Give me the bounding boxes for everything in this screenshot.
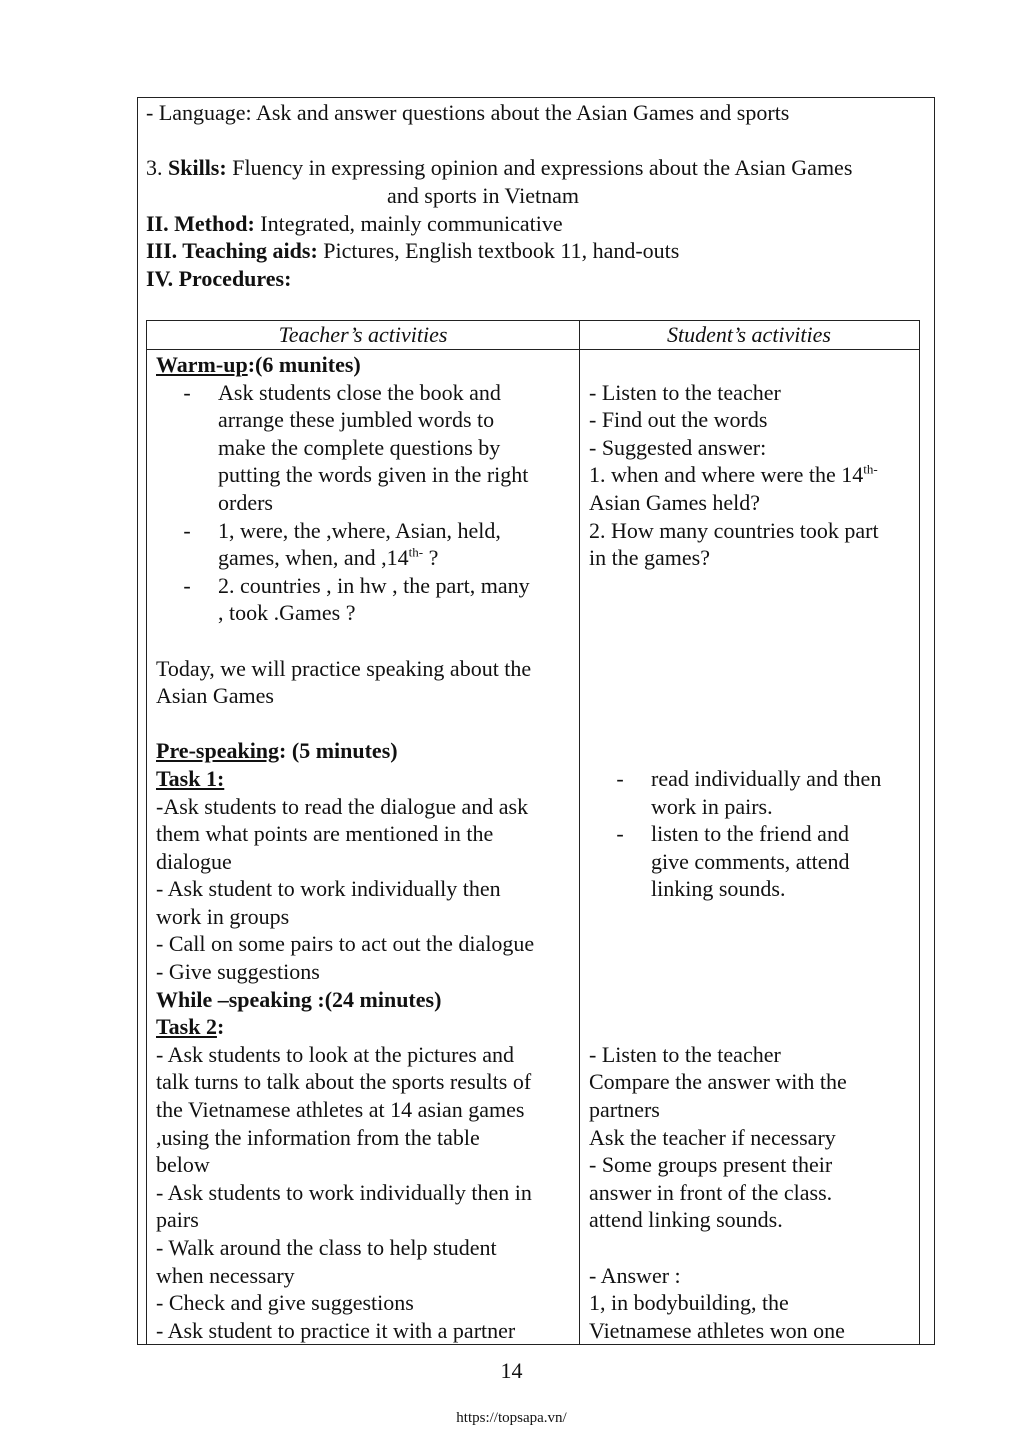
task2-text: - Ask students to work individually then in	[156, 1179, 532, 1205]
intro-statement: Asian Games	[156, 683, 274, 709]
activities-table	[146, 320, 920, 1345]
student-text: 2. How many countries took part	[589, 517, 879, 543]
task1-text: dialogue	[156, 848, 232, 874]
student-text: 1, in bodybuilding, the	[589, 1290, 789, 1316]
task2-text: when necessary	[156, 1262, 295, 1288]
task1-heading: Task 1:	[156, 765, 225, 791]
student-text: - Answer :	[589, 1262, 681, 1288]
task2-text: talk turns to talk about the sports results of	[156, 1069, 532, 1095]
student-text: Vietnamese athletes won one	[589, 1317, 845, 1343]
list-item-text: orders	[218, 489, 273, 515]
student-activities-cell	[589, 351, 881, 1344]
student-text: - Find out the words	[589, 407, 768, 433]
task1-text: - Give suggestions	[156, 959, 320, 985]
task2-text: pairs	[156, 1207, 199, 1233]
task1-text: work in groups	[156, 903, 290, 929]
list-item: - 2. countries , in hw , the part, many	[183, 572, 530, 598]
task1-text: them what points are mentioned in the	[156, 821, 494, 847]
page-number: 14	[500, 1358, 523, 1383]
list-item: - listen to the friend and	[616, 821, 849, 847]
while-speaking-heading: While –speaking :(24 minutes)	[156, 986, 442, 1012]
student-text: partners	[589, 1097, 660, 1123]
language-objective: - Language: Ask and answer questions about the Asian Games and sports	[146, 100, 790, 125]
task2-text: - Check and give suggestions	[156, 1290, 414, 1316]
student-text: - Suggested answer:	[589, 434, 767, 460]
student-activities-header: Student’s activities	[667, 322, 831, 347]
task2-text: - Walk around the class to help student	[156, 1235, 497, 1260]
student-text: answer in front of the class.	[589, 1179, 833, 1205]
procedures-heading: IV. Procedures:	[146, 266, 292, 291]
teaching-aids-line: III. Teaching aids: Pictures, English textbook 11, hand-outs	[146, 238, 680, 263]
footer-url: https://topsapa.vn/	[456, 1410, 567, 1426]
student-text: Compare the answer with the	[589, 1069, 847, 1095]
list-item-text: linking sounds.	[651, 876, 786, 902]
task2-text: - Ask student to practice it with a partner	[156, 1317, 516, 1343]
student-text: 1. when and where were the $14^{th-}$	[589, 462, 878, 488]
student-text: Ask the teacher if necessary	[589, 1124, 836, 1150]
list-item: - 1, were, the ,where, Asian, held,	[183, 517, 501, 543]
list-item: - read individually and then	[616, 765, 882, 791]
list-item-text: make the complete questions by	[218, 434, 501, 460]
pre-speaking-heading: Pre-speaking: (5 minutes)	[156, 738, 398, 764]
skills-objective: 3. Skills: Fluency in expressing opinion and expressions about the Asian Games	[146, 155, 853, 180]
list-item: - Ask students close the book and	[183, 379, 501, 405]
list-item-text: arrange these jumbled words to	[218, 407, 495, 433]
list-item-text: putting the words given in the right	[218, 462, 529, 488]
task2-text: the Vietnamese athletes at 14 asian games	[156, 1097, 525, 1123]
method-line: II. Method: Integrated, mainly communicative	[146, 211, 563, 236]
list-item-text: , took .Games ?	[218, 600, 356, 626]
student-text: - Some groups present their	[589, 1152, 833, 1178]
warmup-heading: Warm-up:(6 munites)	[156, 352, 361, 377]
list-item-text: work in pairs.	[651, 793, 773, 819]
student-text: - Listen to the teacher	[589, 1041, 781, 1067]
student-text: in the games?	[589, 545, 710, 571]
column-divider	[579, 321, 580, 1345]
list-item-text: games, when, and $,14^{th-}$ ?	[218, 544, 439, 571]
task2-text: ,using the information from the table	[156, 1124, 480, 1150]
list-item-text: give comments, attend	[651, 848, 850, 874]
student-text: Asian Games held?	[589, 489, 761, 515]
student-text: attend linking sounds.	[589, 1207, 783, 1233]
task2-text: below	[156, 1152, 210, 1178]
intro-statement: Today, we will practice speaking about the	[156, 655, 532, 681]
task2-heading: Task 2:	[156, 1014, 225, 1040]
skills-objective-continued: and sports in Vietnam	[387, 183, 579, 208]
task2-text: - Ask students to look at the pictures and	[156, 1041, 515, 1067]
task1-text: - Ask student to work individually then	[156, 876, 501, 902]
teacher-activities-cell	[156, 351, 534, 1344]
task1-text: - Call on some pairs to act out the dialogue	[156, 931, 535, 957]
teacher-activities-header: Teacher’s activities	[278, 322, 448, 347]
task1-text: -Ask students to read the dialogue and ask	[156, 793, 529, 819]
student-text: - Listen to the teacher	[589, 379, 781, 405]
